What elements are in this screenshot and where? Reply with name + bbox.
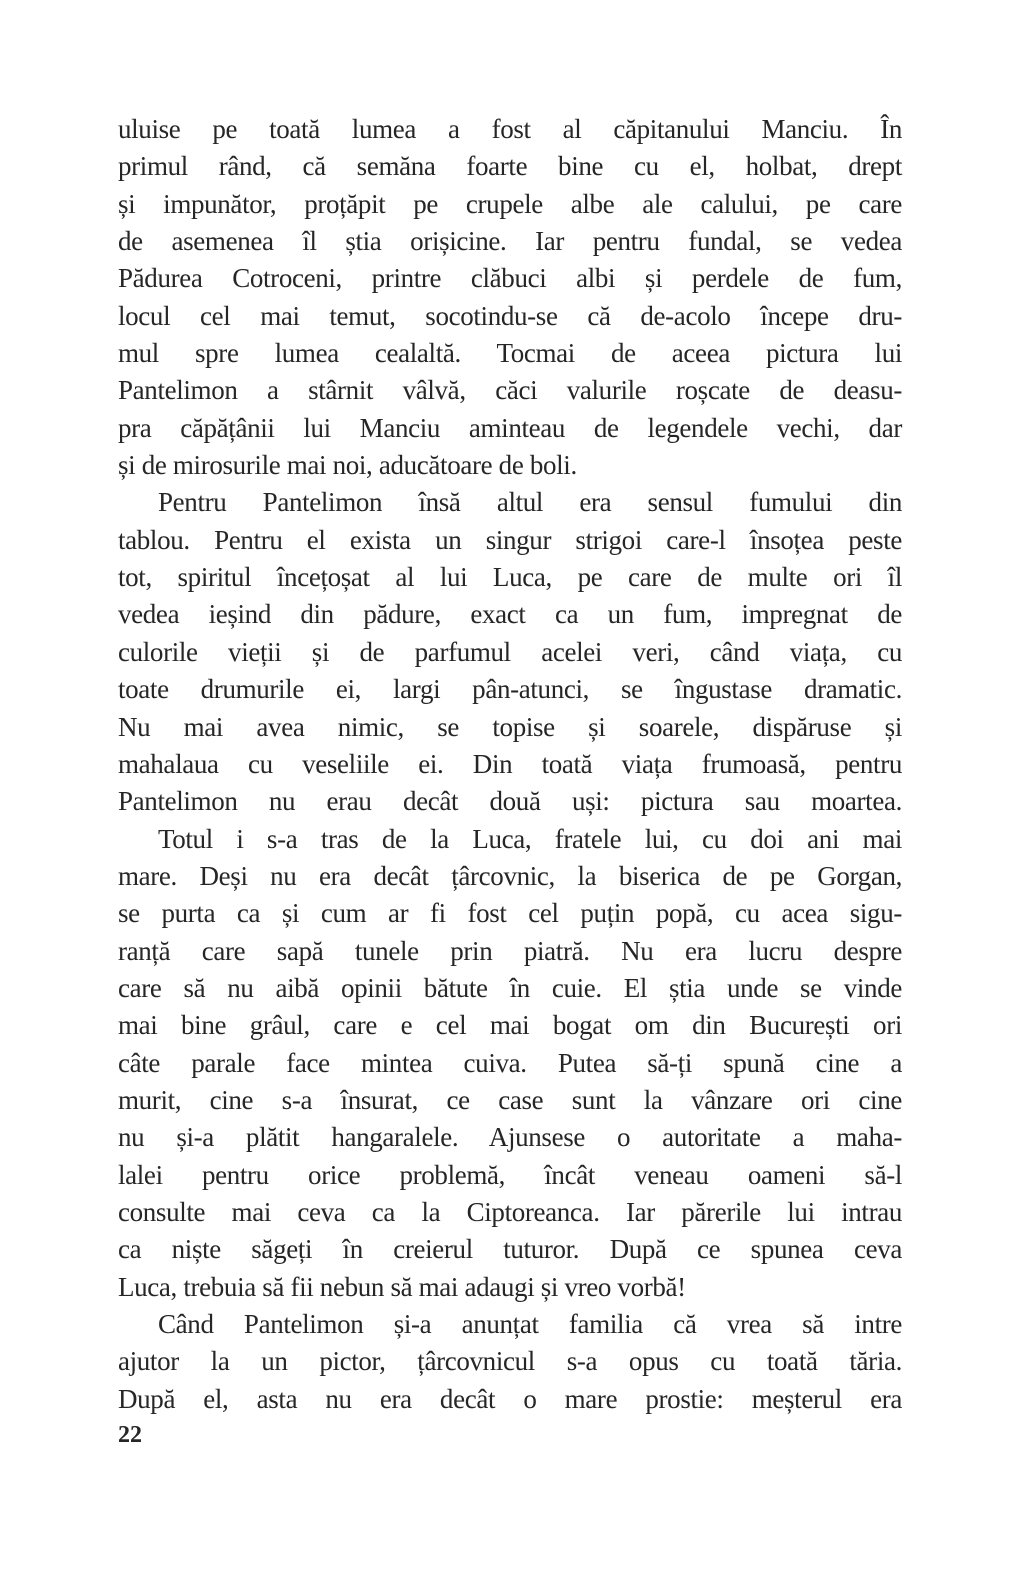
text-line: și impunător, proțăpit pe crupele albe ale calului, pe care [118,188,902,219]
text-line: de asemenea îl știa orișicine. Iar pentru fundal, se vedea [118,226,902,257]
paragraph [118,484,902,820]
text-line: Pantelimon a stârnit vâlvă, căci valurile roșcate de deasu- [118,375,902,406]
text-line: După el, asta nu era decât o mare prostie: meșterul era [118,1383,902,1414]
text-line: nu și-a plătit hangaralele. Ajunsese o autoritate a maha- [118,1122,902,1153]
text-line: culorile vieții și de parfumul acelei veri, când viața, cu [118,636,902,667]
text-line: ajutor la un pictor, țârcovnicul s-a opus cu toată tăria. [118,1346,902,1377]
text-line: murit, cine s-a însurat, ce case sunt la vânzare ori cine [118,1084,902,1115]
text-line: pra căpățânii lui Manciu aminteau de legendele vechi, dar [118,412,902,443]
page-number: 22 [118,1422,142,1448]
text-line: vedea ieșind din pădure, exact ca un fum, impregnat de [118,599,902,630]
text-line: Pădurea Cotroceni, printre clăbuci albi și perdele de fum, [118,263,902,294]
text-line: ca niște săgeți în creierul tuturor. După ce spunea ceva [118,1234,902,1265]
text-line: toate drumurile ei, largi pân-atunci, se îngustase dramatic. [118,674,902,705]
text-line: Nu mai avea nimic, se topise și soarele, dispăruse și [118,711,902,742]
text-line: care să nu aibă opinii bătute în cuie. El știa unde se vinde [118,972,902,1003]
text-line: câte parale face mintea cuiva. Putea să-ți spună cine a [118,1047,902,1078]
text-line: Totul i s-a tras de la Luca, fratele lui, cu doi ani mai [158,823,902,854]
text-line: mare. Deși nu era decât țârcovnic, la biserica de pe Gorgan, [118,860,902,891]
text-line: tot, spiritul încețoșat al lui Luca, pe care de multe ori îl [118,562,902,593]
text-line: Când Pantelimon și-a anunțat familia că vrea să intre [158,1309,902,1339]
text-line: tablou. Pentru el exista un singur strigoi care-l însoțea peste [118,524,902,555]
text-line: se purta ca și cum ar fi fost cel puțin popă, cu acea sigu- [118,898,902,929]
paragraph [118,111,902,484]
text-line: Pantelimon nu erau decât două uși: pictura sau moartea. [118,786,902,817]
text-line: mai bine grâul, care e cel mai bogat om din București ori [118,1010,902,1041]
text-line: ranță care sapă tunele prin piatră. Nu era lucru despre [118,935,902,966]
text-line: și de mirosurile mai noi, aducătoare de boli. [118,450,577,481]
text-line: mahalaua cu veseliile ei. Din toată viața frumoasă, pentru [118,748,902,779]
text-line: consulte mai ceva ca la Ciptoreanca. Iar părerile lui intrau [118,1196,902,1227]
body-text [118,111,902,1418]
text-line: lalei pentru orice problemă, încât veneau oameni să-l [118,1159,902,1190]
text-line: locul cel mai temut, socotindu-se că de-acolo începe dru- [118,300,902,331]
text-line: uluise pe toată lumea a fost al căpitanului Manciu. În [118,114,902,144]
paragraph [118,821,902,1306]
text-line: primul rând, că semăna foarte bine cu el, holbat, drept [118,151,902,182]
paragraph [118,1306,902,1418]
text-line: mul spre lumea cealaltă. Tocmai de aceea pictura lui [118,338,902,369]
text-line: Luca, trebuia să fii nebun să mai adaugi și vreo vorbă! [118,1271,686,1302]
text-line: Pentru Pantelimon însă altul era sensul fumului din [158,487,902,518]
